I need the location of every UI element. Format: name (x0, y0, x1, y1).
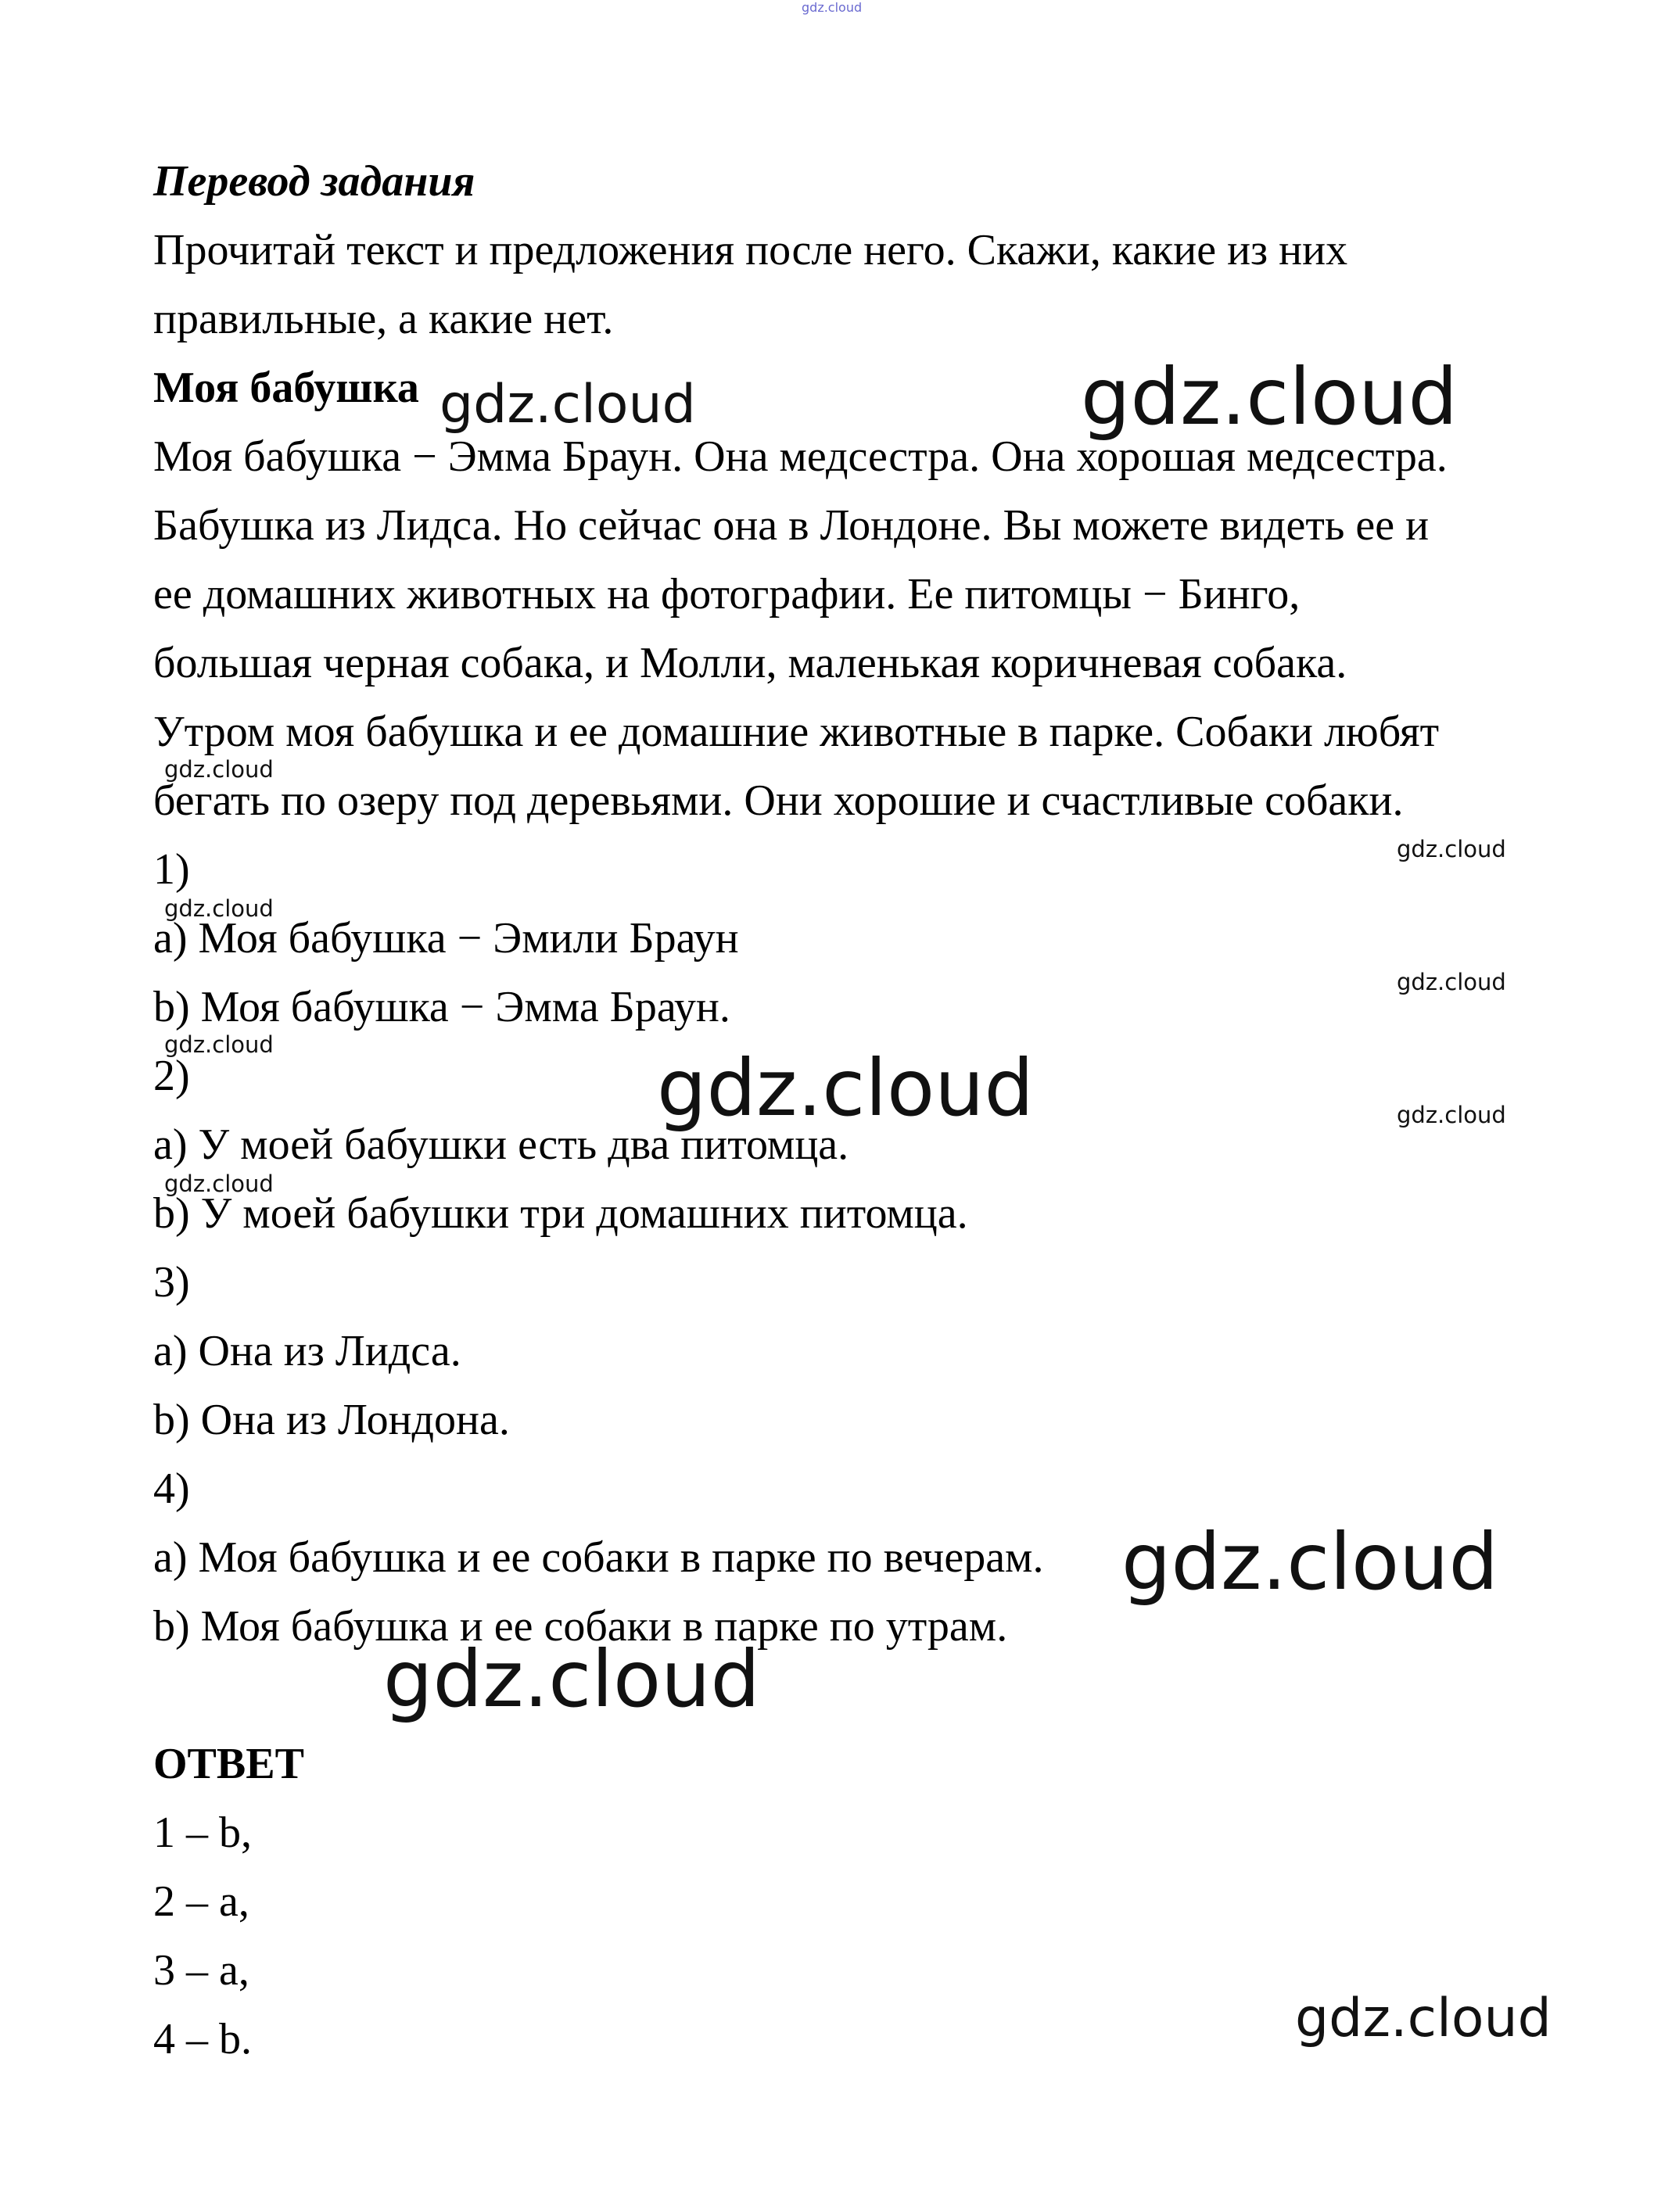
watermark: gdz.cloud (657, 1042, 1035, 1134)
instruction-line-2: правильные, а какие нет. (153, 295, 614, 343)
question-number: 4) (153, 1465, 190, 1513)
watermark: gdz.cloud (164, 895, 274, 922)
question-number: 2) (153, 1052, 190, 1100)
story-line: Бабушка из Лидса. Но сейчас она в Лондоне. Вы можете видеть ее и (153, 501, 1430, 550)
task-translation-title: Перевод задания (153, 157, 475, 206)
story-line: Моя бабушка − Эмма Браун. Она медсестра. Она хорошая медсестра. (153, 432, 1448, 481)
answer-item: 3 – a, (153, 1946, 249, 1995)
watermark: gdz.cloud (802, 0, 863, 15)
watermark: gdz.cloud (383, 1633, 761, 1725)
question-option-b: b) Моя бабушка − Эмма Браун. (153, 983, 730, 1031)
watermark: gdz.cloud (1081, 351, 1458, 443)
story-line: Утром моя бабушка и ее домашние животные в парке. Собаки любят (153, 708, 1440, 756)
question-option-b: b) Моя бабушка и ее собаки в парке по утрам. (153, 1602, 1008, 1651)
question-option-b: b) У моей бабушки три домашних питомца. (153, 1189, 968, 1238)
question-number: 1) (153, 845, 190, 894)
question-option-b: b) Она из Лондона. (153, 1396, 510, 1444)
watermark: gdz.cloud (164, 756, 274, 783)
watermark: gdz.cloud (1295, 1988, 1552, 2049)
watermark: gdz.cloud (164, 1031, 274, 1058)
question-option-a: a) Моя бабушка − Эмили Браун (153, 914, 739, 963)
watermark: gdz.cloud (1397, 1102, 1506, 1128)
answer-item: 4 – b. (153, 2015, 252, 2063)
answer-item: 1 – b, (153, 1809, 252, 1857)
answer-item: 2 – a, (153, 1877, 249, 1926)
story-line: большая черная собака, и Молли, маленькая коричневая собака. (153, 639, 1347, 687)
instruction-line-1: Прочитай текст и предложения после него. Скажи, какие из них (153, 226, 1348, 274)
question-option-a: a) Она из Лидса. (153, 1327, 461, 1375)
question-number: 3) (153, 1258, 190, 1307)
story-line: бегать по озеру под деревьями. Они хорошие и счастливые собаки. (153, 776, 1404, 825)
question-option-a: a) Моя бабушка и ее собаки в парке по вечерам. (153, 1533, 1044, 1582)
question-option-a: a) У моей бабушки есть два питомца. (153, 1120, 849, 1169)
watermark: gdz.cloud (1121, 1516, 1499, 1608)
story-line: ее домашних животных на фотографии. Ее питомцы − Бинго, (153, 570, 1301, 618)
watermark: gdz.cloud (1397, 836, 1506, 862)
watermark: gdz.cloud (440, 374, 696, 436)
answer-heading: ОТВЕТ (153, 1740, 304, 1788)
watermark: gdz.cloud (164, 1171, 274, 1197)
story-heading: Моя бабушка (153, 364, 419, 412)
watermark: gdz.cloud (1397, 969, 1506, 995)
